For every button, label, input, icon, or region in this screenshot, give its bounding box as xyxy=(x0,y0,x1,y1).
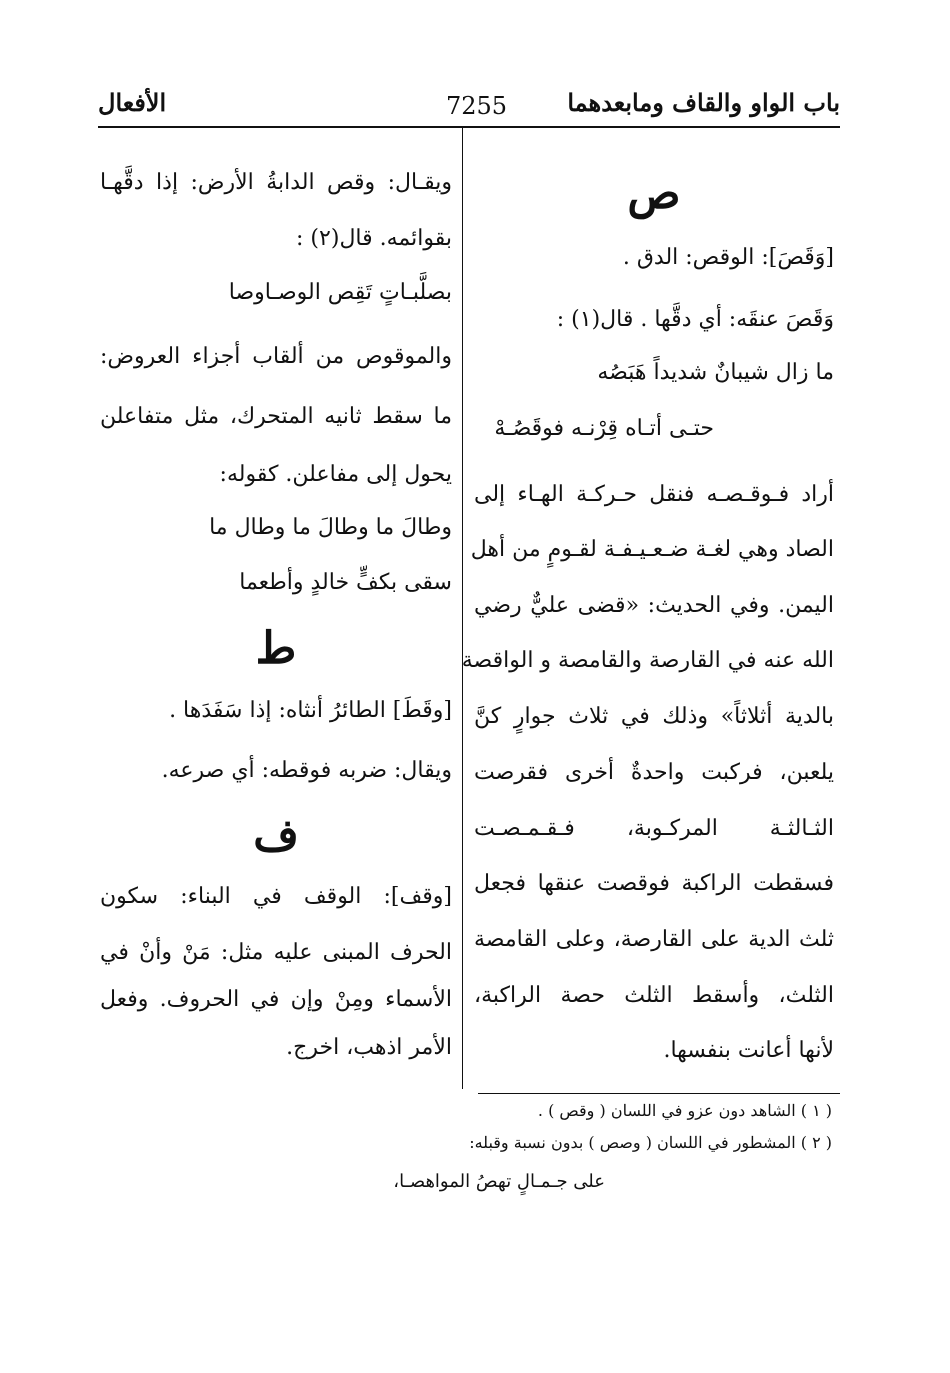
verse-1-a: ما زال شيبانٌ شديداً هَبَصُه xyxy=(597,360,834,385)
paragraph-line: يحول إلى مفاعلن. كقوله: xyxy=(219,462,452,487)
verse-3-a: وطالَ ما وطالَ ما وطال ما xyxy=(209,515,452,540)
paragraph-line: ما سقط ثانيه المتحرك، مثل متفاعلن xyxy=(100,404,452,429)
paragraph-line: الثلث، وأسقط الثلث حصة الراكبة، xyxy=(474,983,834,1008)
entry-waqf: [وقف]: الوقف في البناء: سكون xyxy=(100,884,452,909)
paragraph-line: الله عنه في القارصة والقامصة و الواقصة xyxy=(461,648,834,673)
section-title: الأفعال xyxy=(98,88,167,117)
footnote-2: ( ٢ ) المشطور في اللسان ( وصص ) بدون نسبة وقبله: xyxy=(469,1133,832,1152)
chapter-title: باب الواو والقاف ومابعدهما xyxy=(567,88,840,117)
verse-1-b: حتـى أتـاه قِرْنـه فوقَصُـهْ xyxy=(494,416,714,441)
page-number: 7255 xyxy=(446,92,508,120)
footnote-1: ( ١ ) الشاهد دون عزو في اللسان ( وقص ) . xyxy=(537,1101,832,1120)
letter-heading-ta: ط xyxy=(255,623,297,674)
paragraph-line: الصاد وهي لغـة ضـعـيـفـة لقـومٍ من أهل xyxy=(470,537,834,562)
header-rule xyxy=(98,126,840,128)
column-divider xyxy=(462,128,463,1089)
paragraph-line: ويقـال: وقص الدابةُ الأرض: إذا دقَّهـا xyxy=(100,170,452,195)
entry-waqata: [وقَطَ] الطائرُ أنثاه: إذا سَفَدَها . xyxy=(169,698,452,723)
paragraph-line: الثـالثـة المركـوبة، فـقـمـصـت xyxy=(474,816,834,841)
paragraph-line: ثلث الدية على القارصة، وعلى القامصة xyxy=(474,927,834,952)
paragraph-line: يلعبن، فركبت واحدةٌ أخرى فقرصت xyxy=(474,760,834,785)
footnote-rule xyxy=(478,1093,840,1094)
paragraph-line: الأمر اذهب، اخرج. xyxy=(286,1035,452,1060)
waqata-line-2: ويقال: ضربه فوقطه: أي صرعه. xyxy=(161,758,452,783)
letter-heading-sad: ص xyxy=(627,168,681,219)
verse-3-b: سقى بكفٍّ خالدٍ وأطعما xyxy=(239,570,452,595)
paragraph-line: الحرف المبنى عليه مثل: مَنْ وأنْ في xyxy=(100,940,452,965)
paragraph-line: بقوائمه. قال(٢) : xyxy=(296,226,452,251)
paragraph-line: فسقطت الراكبة فوقصت عنقها فجعل xyxy=(474,871,834,896)
page-header xyxy=(98,84,840,120)
paragraph-line: الأسماء ومِنْ وإن في الحروف. وفعل xyxy=(100,987,452,1012)
paragraph-line: بالدية أثلاثاً» وذلك في ثلاث جوارٍ كنَّ xyxy=(474,704,834,729)
paragraph-line: لأنها أعانت بنفسها. xyxy=(663,1038,834,1063)
letter-heading-fa: ف xyxy=(253,810,299,861)
paragraph-line: أراد فـوقـصـه فنقل حـركـة الهـاء إلى xyxy=(474,482,834,507)
verse-2: بصلَّبـاتٍ تَقِص الوصـاوصا xyxy=(228,280,452,305)
entry-waqasa: [وَقَصَ]: الوقص: الدق . xyxy=(622,245,834,270)
waqasa-line-2: وَقَصَ عنقَه: أي دقَّها . قال(١) : xyxy=(556,307,834,332)
paragraph-line: اليمن. وفي الحديث: «قضى عليٌّ رضي xyxy=(474,593,834,618)
footnote-2-verse: على جـمـالٍ تهصُ المواهصـا، xyxy=(393,1171,605,1192)
paragraph-line: والموقوص من ألقاب أجزاء العروض: xyxy=(100,344,452,369)
